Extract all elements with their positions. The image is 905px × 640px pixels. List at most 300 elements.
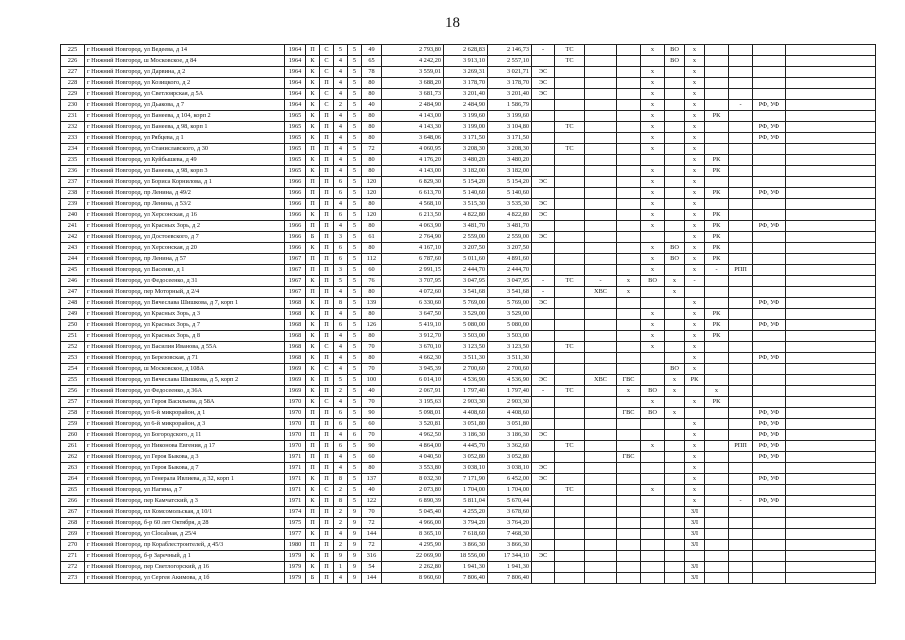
table-cell: С [320,364,334,375]
table-cell: П [306,45,320,56]
table-cell: х [685,122,705,133]
table-cell: П [320,265,334,276]
table-cell: ГВС [617,375,641,386]
table-cell: 3 503,00 [444,331,488,342]
table-cell [753,166,786,177]
table-cell: РК [705,254,729,265]
table-cell: С [320,67,334,78]
table-cell: ЭС [532,199,555,210]
table-cell: 1968 [285,353,306,364]
table-cell [555,155,585,166]
table-cell: 4 [334,199,348,210]
table-cell [617,45,641,56]
table-cell: 273 [61,573,85,584]
table-cell [786,364,876,375]
table-cell: П [320,430,334,441]
table-cell [532,408,555,419]
table-cell [585,430,617,441]
table-cell [786,243,876,254]
table-cell [705,133,729,144]
table-cell [617,507,641,518]
table-cell [641,353,665,364]
table-cell: 5 [348,199,362,210]
table-cell [753,177,786,188]
table-cell [641,375,665,386]
table-cell: 137 [362,474,382,485]
table-cell: К [306,397,320,408]
table-cell: П [320,133,334,144]
table-cell: 3 529,00 [444,309,488,320]
table-cell: х [685,452,705,463]
table-cell: П [320,452,334,463]
table-cell: 5 [348,221,362,232]
table-cell: 60 [362,452,382,463]
table-cell: х [641,210,665,221]
table-cell: 122 [362,496,382,507]
table-cell: 4 143,00 [382,111,444,122]
table-cell [729,485,753,496]
table-cell: 80 [362,89,382,100]
table-cell [705,474,729,485]
table-cell [617,573,641,584]
table-cell: 5 [348,111,362,122]
table-cell [532,188,555,199]
table-cell: К [306,364,320,375]
table-cell: П [306,441,320,452]
table-cell: х [641,166,665,177]
table-cell: 1968 [285,331,306,342]
table-cell [705,441,729,452]
table-cell [753,45,786,56]
table-cell: ВО [665,254,685,265]
table-cell [786,408,876,419]
table-cell [532,133,555,144]
table-cell [729,188,753,199]
table-cell: 242 [61,232,85,243]
table-cell: ВО [665,243,685,254]
table-cell [786,287,876,298]
table-cell [786,100,876,111]
table-cell [665,551,685,562]
table-cell: П [320,144,334,155]
table-row [61,540,876,551]
table-row [61,309,876,320]
table-cell [753,56,786,67]
table-cell: РК [705,111,729,122]
table-cell: 3 047,95 [488,276,532,287]
table-cell: П [320,188,334,199]
table-cell: г Нижний Новгород, ул Федосеенко, д 31 [85,276,285,287]
table-cell: 6 [334,177,348,188]
table-cell: 78 [362,67,382,78]
table-cell: 8 365,10 [382,529,444,540]
table-cell: г Нижний Новгород, ул Достоевского, д 7 [85,232,285,243]
table-cell: х [685,485,705,496]
table-cell [705,122,729,133]
table-cell: РФ, УФ [753,221,786,232]
table-cell [617,243,641,254]
table-cell: 229 [61,89,85,100]
table-cell: 263 [61,463,85,474]
table-cell: ХВС [585,287,617,298]
table-cell: 4 536,90 [488,375,532,386]
table-cell: 272 [61,562,85,573]
table-cell [729,111,753,122]
table-cell: 247 [61,287,85,298]
table-cell: х [641,254,665,265]
table-cell: 228 [61,78,85,89]
table-cell [532,397,555,408]
table-cell: 262 [61,452,85,463]
table-cell [641,155,665,166]
table-cell: 80 [362,287,382,298]
table-cell: 261 [61,441,85,452]
table-cell [705,507,729,518]
table-cell [585,56,617,67]
table-cell [555,529,585,540]
table-cell: С [320,485,334,496]
table-cell: 1966 [285,232,306,243]
table-cell [753,111,786,122]
table-cell: К [306,111,320,122]
table-cell [555,89,585,100]
table-cell: 243 [61,243,85,254]
table-cell [705,463,729,474]
table-cell: 5 [348,243,362,254]
table-cell: К [306,386,320,397]
table-cell: - [705,265,729,276]
table-cell: 5 [334,375,348,386]
table-cell: 3 269,31 [444,67,488,78]
table-cell [705,540,729,551]
table-cell: 8 [334,496,348,507]
table-cell: 232 [61,122,85,133]
table-cell: П [320,386,334,397]
table-cell [665,441,685,452]
table-cell: 120 [362,210,382,221]
table-cell: 3 208,30 [488,144,532,155]
table-cell: 3 481,70 [444,221,488,232]
table-row [61,166,876,177]
table-cell [786,397,876,408]
table-cell: П [306,265,320,276]
table-cell: РФ, УФ [753,188,786,199]
table-cell: 5 154,20 [488,177,532,188]
table-cell [753,485,786,496]
table-cell [786,210,876,221]
table-cell: П [320,518,334,529]
table-cell [617,265,641,276]
table-cell: - [585,276,617,287]
table-cell: 266 [61,496,85,507]
table-cell [753,144,786,155]
table-cell: 2 [334,485,348,496]
table-cell [729,298,753,309]
table-cell: ХВС [585,375,617,386]
table-cell: 265 [61,485,85,496]
table-cell: 80 [362,166,382,177]
table-cell: 5 [334,45,348,56]
table-cell: х [641,188,665,199]
table-cell: С [320,397,334,408]
table-cell: 3 182,00 [444,166,488,177]
table-cell [705,430,729,441]
table-cell: 3 171,50 [444,133,488,144]
table-cell: РК [705,397,729,408]
table-cell: П [320,199,334,210]
table-cell: 4 143,00 [382,166,444,177]
table-cell: 3 866,30 [488,540,532,551]
table-cell [532,265,555,276]
table-cell [685,408,705,419]
table-row [61,364,876,375]
table-cell: 1964 [285,100,306,111]
table-cell [665,320,685,331]
table-row [61,342,876,353]
table-cell: РК [705,320,729,331]
table-row [61,133,876,144]
table-cell [753,386,786,397]
table-cell: г Нижний Новгород, ул Станиславского, д 30 [85,144,285,155]
table-cell: 144 [362,529,382,540]
table-cell: 1966 [285,210,306,221]
table-cell [786,122,876,133]
table-cell [617,210,641,221]
table-cell: 4 891,60 [488,254,532,265]
table-cell [555,397,585,408]
table-cell: 6 213,50 [382,210,444,221]
table-cell: 235 [61,155,85,166]
table-cell [585,232,617,243]
table-cell: 3 648,06 [382,133,444,144]
table-cell: 1965 [285,122,306,133]
table-cell: 6 [334,254,348,265]
table-row [61,408,876,419]
table-cell: РК [705,155,729,166]
table-cell: РФ, УФ [753,441,786,452]
table-cell: П [306,463,320,474]
table-cell [729,166,753,177]
table-cell: 4 [334,221,348,232]
table-cell [555,496,585,507]
table-cell: П [320,573,334,584]
table-cell: 80 [362,353,382,364]
table-cell: 60 [362,419,382,430]
table-cell [585,474,617,485]
table-cell: г Нижний Новгород, пр Ленина, д 53/2 [85,199,285,210]
table-cell: 255 [61,375,85,386]
table-row [61,529,876,540]
table-row [61,243,876,254]
table-cell: 1964 [285,67,306,78]
table-cell: К [306,78,320,89]
table-cell: РФ, УФ [753,408,786,419]
table-cell: 5 045,40 [382,507,444,518]
table-cell [753,397,786,408]
table-cell [786,166,876,177]
table-cell: ЭС [532,474,555,485]
table-cell: х [685,155,705,166]
table-cell: П [320,320,334,331]
table-cell: К [306,529,320,540]
table-row [61,496,876,507]
table-cell: 3 182,00 [488,166,532,177]
table-cell [753,232,786,243]
table-cell: 3 529,00 [488,309,532,320]
table-cell: 17 344,10 [488,551,532,562]
table-cell [665,155,685,166]
table-cell: х [641,133,665,144]
table-cell: 1965 [285,166,306,177]
table-cell: ТС [555,56,585,67]
table-cell: 2 484,90 [444,100,488,111]
table-cell: ВО [641,276,665,287]
table-cell: Б [306,232,320,243]
table-cell [786,386,876,397]
table-cell: К [306,485,320,496]
table-cell: 100 [362,375,382,386]
table-cell: 3 199,60 [488,111,532,122]
table-cell [617,320,641,331]
page-number: 18 [445,15,460,31]
table-cell: 2 991,15 [382,265,444,276]
table-cell: 3 559,01 [382,67,444,78]
table-cell [753,210,786,221]
table-cell: РФ, УФ [753,353,786,364]
table-cell: 259 [61,419,85,430]
table-cell [585,309,617,320]
table-cell [532,243,555,254]
table-cell [753,199,786,210]
table-cell: г Нижний Новгород, ул Васенко, д 1 [85,265,285,276]
table-cell [665,309,685,320]
table-cell [753,287,786,298]
table-cell: 90 [362,408,382,419]
table-cell: 1971 [285,485,306,496]
table-cell [665,144,685,155]
table-cell [729,397,753,408]
table-cell: 6 014,10 [382,375,444,386]
table-cell [585,452,617,463]
table-cell: 6 452,00 [488,474,532,485]
table-cell: 260 [61,430,85,441]
table-cell [729,210,753,221]
table-cell: г Нижний Новгород, ш Московское, д 108А [85,364,285,375]
table-cell: х [685,419,705,430]
table-cell [555,452,585,463]
table-cell: 4 [334,463,348,474]
table-cell [665,419,685,430]
table-cell [753,342,786,353]
table-cell: 2 [334,518,348,529]
table-cell: х [685,441,705,452]
table-cell: П [306,254,320,265]
table-cell [532,166,555,177]
table-cell [786,276,876,287]
table-cell: 5 140,60 [488,188,532,199]
table-cell: - [532,45,555,56]
table-cell: К [306,562,320,573]
table-cell: 245 [61,265,85,276]
table-cell: 3 051,80 [488,419,532,430]
table-cell: 1975 [285,518,306,529]
table-cell: 249 [61,309,85,320]
table-cell [532,452,555,463]
table-cell [555,100,585,111]
table-cell [617,177,641,188]
table-row [61,199,876,210]
table-cell: 4 [334,573,348,584]
table-cell [729,89,753,100]
table-cell: П [320,551,334,562]
table-cell: г Нижний Новгород, пр Кораблестроителей, д 45/3 [85,540,285,551]
table-cell: 1970 [285,441,306,452]
table-cell [753,364,786,375]
table-cell [665,166,685,177]
table-cell: 244 [61,254,85,265]
table-cell: 4 072,60 [382,287,444,298]
table-cell: 3 207,50 [488,243,532,254]
table-cell: 70 [362,342,382,353]
table-row [61,573,876,584]
table-cell: 1965 [285,155,306,166]
table-cell [617,463,641,474]
table-cell: г Нижний Новгород, ул Березовская, д 71 [85,353,285,364]
table-cell: РК [705,210,729,221]
table-cell: 126 [362,320,382,331]
table-cell [617,199,641,210]
table-cell: 6 [334,419,348,430]
table-cell: г Нижний Новгород, ул Ванеева, д 98, корп 1 [85,122,285,133]
table-cell [786,441,876,452]
table-cell: 2 764,90 [382,232,444,243]
table-cell: 6 [334,243,348,254]
table-cell: П [320,243,334,254]
table-cell: 6 [334,441,348,452]
table-cell: П [320,309,334,320]
table-cell: 80 [362,133,382,144]
table-cell [617,155,641,166]
table-cell [729,309,753,320]
table-cell: 65 [362,56,382,67]
table-cell: 7 806,40 [444,573,488,584]
table-cell: 250 [61,320,85,331]
table-cell: 80 [362,221,382,232]
table-cell: 7 618,60 [444,529,488,540]
table-cell [555,210,585,221]
table-cell: Б [306,573,320,584]
table-cell: РК [705,243,729,254]
table-cell: 22 069,90 [382,551,444,562]
table-cell: 234 [61,144,85,155]
table-cell: РК [705,166,729,177]
table-cell: 3 362,60 [488,441,532,452]
table-cell: 5 [348,496,362,507]
table-cell: 6 [348,430,362,441]
table-cell [585,243,617,254]
table-cell: 4 864,00 [382,441,444,452]
table-cell: 1966 [285,177,306,188]
table-cell [617,100,641,111]
table-row [61,397,876,408]
table-row [61,452,876,463]
table-cell [555,188,585,199]
table-cell [532,507,555,518]
table-cell: 3 480,20 [488,155,532,166]
table-cell [555,375,585,386]
table-cell: г Нижний Новгород, пр Ленина, д 57 [85,254,285,265]
table-row [61,56,876,67]
